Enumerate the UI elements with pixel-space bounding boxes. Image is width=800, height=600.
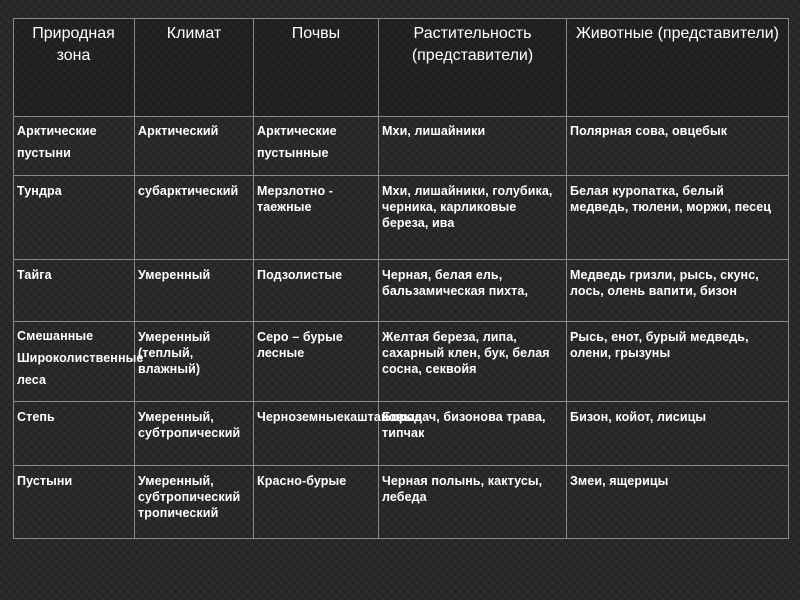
natural-zones-table <box>13 18 789 539</box>
table-row <box>14 322 789 402</box>
cell-plants: Черная полынь, кактусы, лебеда <box>379 466 567 539</box>
cell-animals: Полярная сова, овцебык <box>567 117 789 176</box>
cell-climate: Умеренный <box>135 260 254 322</box>
cell-soils: Подзолистые <box>254 260 379 322</box>
cell-plants: Мхи, лишайники <box>379 117 567 176</box>
header-zone: Природная зона <box>14 19 135 117</box>
cell-climate: субарктический <box>135 176 254 260</box>
cell-zone: Смешанные Широколиственные леса <box>14 322 135 402</box>
table-row <box>14 466 789 539</box>
header-climate: Климат <box>135 19 254 117</box>
cell-zone: Арктические пустыни <box>14 117 135 176</box>
cell-plants: Мхи, лишайники, голубика, черника, карликовые береза, ива <box>379 176 567 260</box>
cell-zone: Тундра <box>14 176 135 260</box>
table-row <box>14 176 789 260</box>
cell-climate: Умеренный, субтропический тропический <box>135 466 254 539</box>
cell-climate: Умеренный, субтропический <box>135 402 254 466</box>
cell-animals: Змеи, ящерицы <box>567 466 789 539</box>
cell-zone: Тайга <box>14 260 135 322</box>
header-soils: Почвы <box>254 19 379 117</box>
table-row <box>14 117 789 176</box>
cell-climate: Умеренный (теплый, влажный) <box>135 322 254 402</box>
cell-climate: Арктический <box>135 117 254 176</box>
cell-zone: Степь <box>14 402 135 466</box>
cell-soils: Серо – бурые лесные <box>254 322 379 402</box>
cell-animals: Рысь, енот, бурый медведь, олени, грызуны <box>567 322 789 402</box>
table-header-row <box>14 19 789 117</box>
table-row <box>14 260 789 322</box>
cell-plants: Желтая береза, липа, сахарный клен, бук, белая сосна, секвойя <box>379 322 567 402</box>
cell-zone: Пустыни <box>14 466 135 539</box>
table-row <box>14 402 789 466</box>
cell-animals: Белая куропатка, белый медведь, тюлени, моржи, песец <box>567 176 789 260</box>
cell-animals: Бизон, койот, лисицы <box>567 402 789 466</box>
cell-soils: Мерзлотно - таежные <box>254 176 379 260</box>
cell-soils: Черноземныекаштановые <box>254 402 379 466</box>
header-plants: Растительность (представители) <box>379 19 567 117</box>
cell-plants: Черная, белая ель, бальзамическая пихта, <box>379 260 567 322</box>
cell-soils: Арктические пустынные <box>254 117 379 176</box>
cell-plants: Бородач, бизонова трава, типчак <box>379 402 567 466</box>
cell-animals: Медведь гризли, рысь, скунс, лось, олень вапити, бизон <box>567 260 789 322</box>
header-animals: Животные (представители) <box>567 19 789 117</box>
cell-soils: Красно-бурые <box>254 466 379 539</box>
